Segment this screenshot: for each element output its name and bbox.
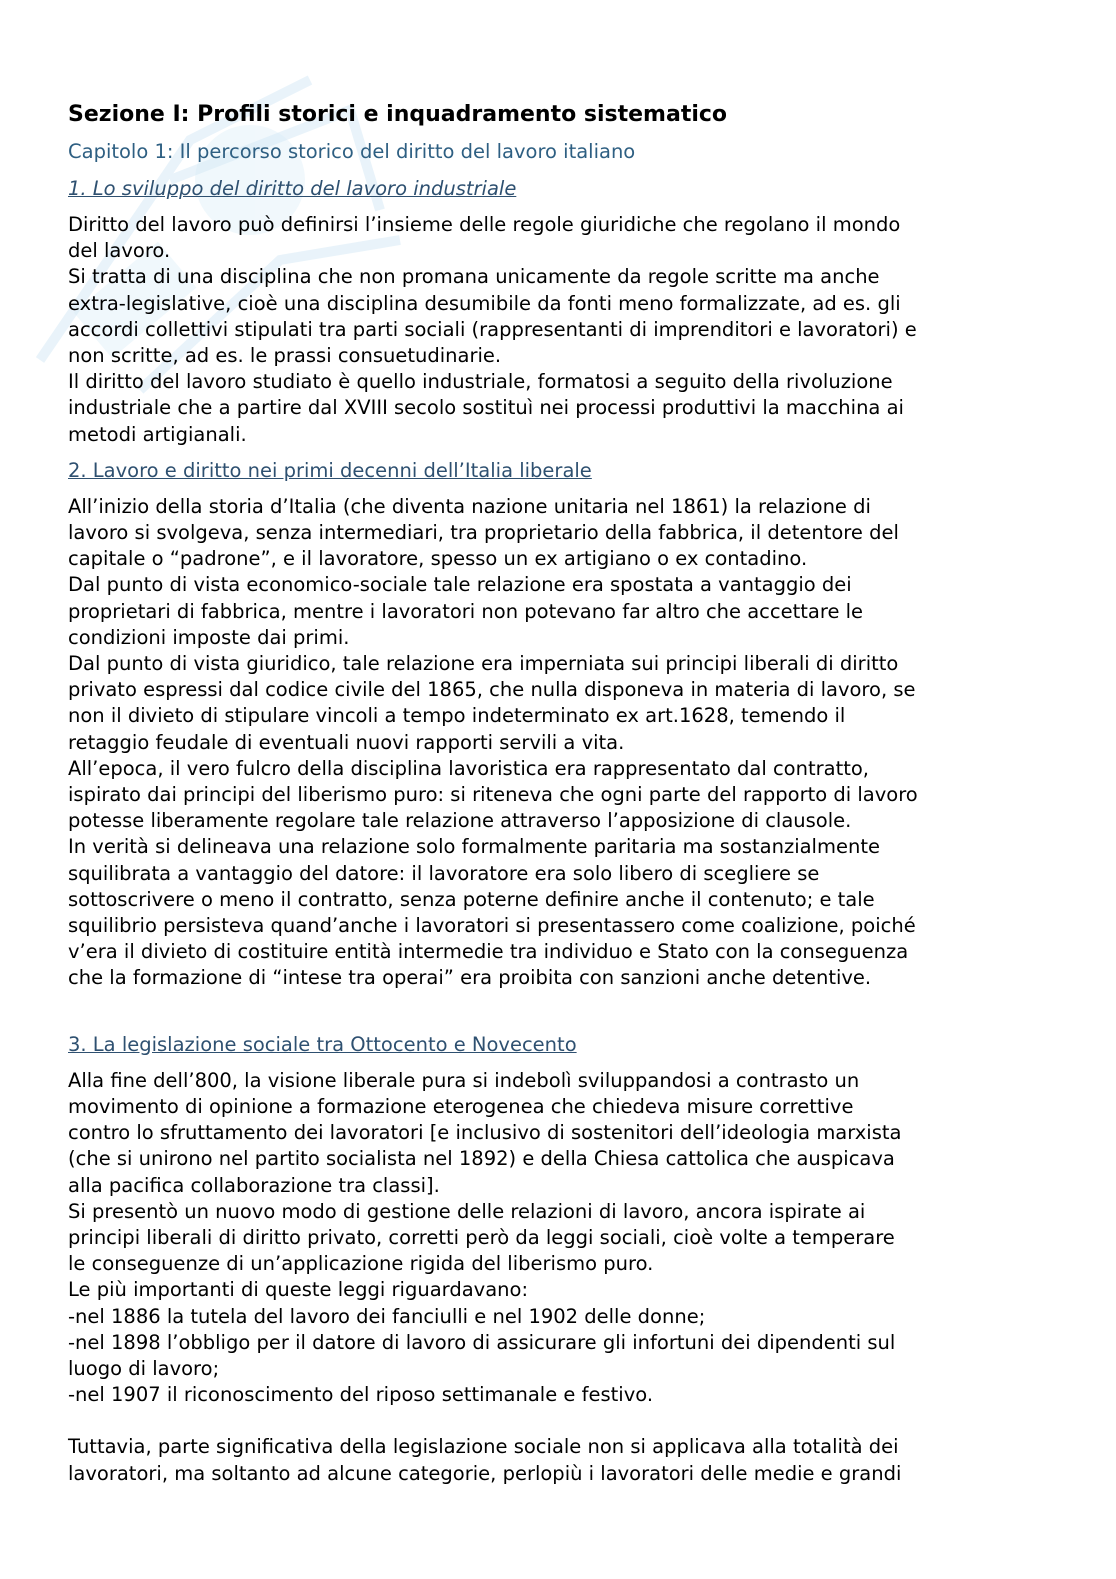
paragraph-section-1 bbox=[68, 212, 1053, 448]
text-line: privato espressi dal codice civile del 1865, che nulla disponeva in materia di lavoro, se bbox=[68, 678, 916, 702]
text-line: All’inizio della storia d’Italia (che diventa nazione unitaria nel 1861) la relazione di bbox=[68, 494, 871, 518]
text-line: lavoro si svolgeva, senza intermediari, tra proprietario della fabbrica, il detentore del bbox=[68, 521, 899, 545]
text-line: -nel 1898 l’obbligo per il datore di lavoro di assicurare gli infortuni dei dipendenti sul bbox=[68, 1330, 896, 1354]
text-line: condizioni imposte dai primi. bbox=[68, 625, 350, 649]
heading-section-1: 1. Lo sviluppo del diritto del lavoro industriale bbox=[68, 177, 517, 200]
text-line: (che si unirono nel partito socialista nel 1892) e della Chiesa cattolica che auspicava bbox=[68, 1147, 895, 1171]
text-line: principi liberali di diritto privato, corretti però da leggi sociali, cioè volte a temperare bbox=[68, 1225, 895, 1249]
text-line: -nel 1886 la tutela del lavoro dei fanciulli e nel 1902 delle donne; bbox=[68, 1304, 706, 1328]
text-line: movimento di opinione a formazione eterogenea che chiedeva misure correttive bbox=[68, 1094, 854, 1118]
text-line: Diritto del lavoro può definirsi l’insieme delle regole giuridiche che regolano il mondo bbox=[68, 213, 901, 236]
text-line: non scritte, ad es. le prassi consuetudinarie. bbox=[68, 344, 502, 368]
text-line: Alla fine dell’800, la visione liberale pura si indebolì sviluppandosi a contrasto un bbox=[68, 1068, 860, 1092]
text-line: del lavoro. bbox=[68, 239, 171, 263]
text-line: lavoratori, ma soltanto ad alcune categorie, perlopiù i lavoratori delle medie e grandi bbox=[68, 1461, 902, 1485]
text-line: ispirato dai principi del liberismo puro: si riteneva che ogni parte del rapporto di lavoro bbox=[68, 783, 918, 807]
text-line: v’era il divieto di costituire entità intermedie tra individuo e Stato con la conseguenza bbox=[68, 940, 909, 964]
text-line: alla pacifica collaborazione tra classi]. bbox=[68, 1173, 440, 1197]
text-line: non il divieto di stipulare vincoli a tempo indeterminato ex art.1628, temendo il bbox=[68, 704, 846, 728]
document-page bbox=[68, 100, 1053, 1487]
paragraph-section-2 bbox=[68, 494, 1053, 992]
chapter-title: Capitolo 1: Il percorso storico del diritto del lavoro italiano bbox=[68, 140, 636, 163]
text-line: Tuttavia, parte significativa della legislazione sociale non si applicava alla totalità dei bbox=[68, 1435, 899, 1459]
text-line: squilibrio persisteva quand’anche i lavoratori si presentassero come coalizione, poiché bbox=[68, 914, 916, 938]
paragraph-section-3 bbox=[68, 1068, 1053, 1409]
text-line: sottoscrivere o meno il contratto, senza poterne definire anche il contenuto; e tale bbox=[68, 887, 875, 911]
text-line: potesse liberamente regolare tale relazione attraverso l’apposizione di clausole. bbox=[68, 809, 852, 833]
text-line: che la formazione di “intese tra operai” era proibita con sanzioni anche detentive. bbox=[68, 966, 872, 990]
text-line: Dal punto di vista economico-sociale tale relazione era spostata a vantaggio dei bbox=[68, 573, 852, 597]
heading-section-3: 3. La legislazione sociale tra Ottocento e Novecento bbox=[68, 1032, 577, 1056]
text-line: metodi artigianali. bbox=[68, 422, 247, 446]
text-line: squilibrata a vantaggio del datore: il lavoratore era solo libero di scegliere se bbox=[68, 861, 820, 885]
text-line: industriale che a partire dal XVIII secolo sostituì nei processi produttivi la macchina ai bbox=[68, 396, 904, 420]
text-line: contro lo sfruttamento dei lavoratori [e inclusivo di sostenitori dell’ideologia marxista bbox=[68, 1121, 902, 1145]
section-title: Sezione I: Profili storici e inquadramento sistematico bbox=[68, 102, 728, 127]
text-line: extra-legislative, cioè una disciplina desumibile da fonti meno formalizzate, ad es. gli bbox=[68, 291, 901, 315]
text-line: Dal punto di vista giuridico, tale relazione era imperniata sui principi liberali di diritto bbox=[68, 652, 899, 676]
heading-section-2: 2. Lavoro e diritto nei primi decenni dell’Italia liberale bbox=[68, 458, 592, 482]
text-line: accordi collettivi stipulati tra parti sociali (rappresentanti di imprenditori e lavoratori) e bbox=[68, 317, 917, 341]
text-line: Si presentò un nuovo modo di gestione delle relazioni di lavoro, ancora ispirate ai bbox=[68, 1199, 866, 1223]
text-line: All’epoca, il vero fulcro della disciplina lavoristica era rappresentato dal contratto, bbox=[68, 756, 869, 780]
text-line: capitale o “padrone”, e il lavoratore, spesso un ex artigiano o ex contadino. bbox=[68, 547, 808, 571]
text-line: In verità si delineava una relazione solo formalmente paritaria ma sostanzialmente bbox=[68, 835, 880, 859]
text-line: retaggio feudale di eventuali nuovi rapporti servili a vita. bbox=[68, 730, 625, 754]
text-line: Si tratta di una disciplina che non promana unicamente da regole scritte ma anche bbox=[68, 265, 880, 289]
text-line: Le più importanti di queste leggi riguardavano: bbox=[68, 1278, 529, 1302]
text-line: luogo di lavoro; bbox=[68, 1356, 220, 1380]
text-line: -nel 1907 il riconoscimento del riposo settimanale e festivo. bbox=[68, 1383, 654, 1407]
text-line: proprietari di fabbrica, mentre i lavoratori non potevano far altro che accettare le bbox=[68, 599, 864, 623]
text-line: Il diritto del lavoro studiato è quello industriale, formatosi a seguito della rivoluzione bbox=[68, 370, 893, 394]
text-line: le conseguenze di un’applicazione rigida del liberismo puro. bbox=[68, 1252, 654, 1276]
paragraph-section-3-continued bbox=[68, 1434, 1053, 1486]
